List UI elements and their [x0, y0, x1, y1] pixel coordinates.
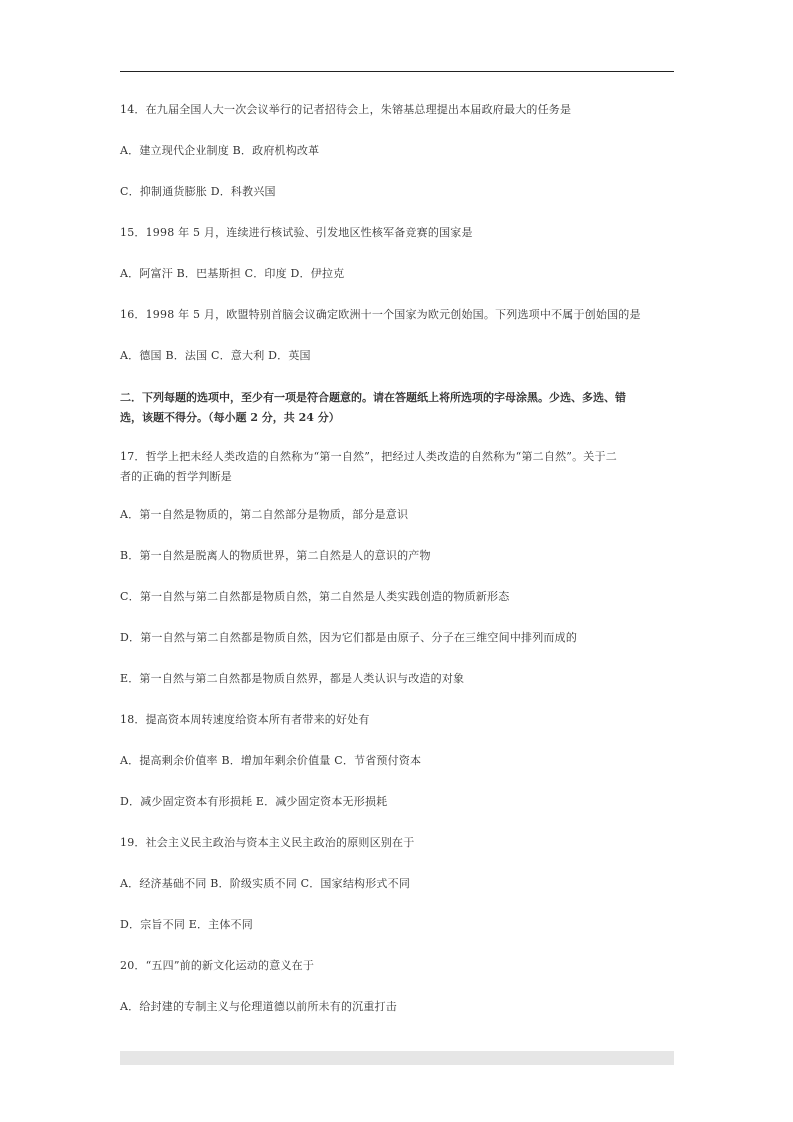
q17-option-d: D．第一自然与第二自然都是物质自然，因为它们都是由原子、分子在三维空间中排列而成的	[120, 631, 578, 644]
question-14: 14．在九届全国人大一次会议举行的记者招待会上，朱镕基总理提出本届政府最大的任务是	[120, 103, 572, 116]
q15-options: A．阿富汗 B．巴基斯担 C．印度 D．伊拉克	[120, 267, 345, 280]
question-16: 16．1998 年 5 月，欧盟特别首脑会议确定欧洲十一个国家为欧元创始国。下列选项中不属于创始国的是	[120, 308, 641, 321]
q19-options-abc: A．经济基础不同 B．阶级实质不同 C．国家结构形式不同	[120, 877, 411, 890]
q17-option-e: E．第一自然与第二自然都是物质自然界，都是人类认识与改造的对象	[120, 672, 465, 685]
q18-options-abc: A．提高剩余价值率 B．增加年剩余价值量 C．节省预付资本	[120, 754, 422, 767]
q20-option-a: A．给封建的专制主义与伦理道德以前所未有的沉重打击	[120, 1000, 397, 1013]
header-rule	[120, 71, 674, 72]
section-two-heading	[120, 388, 680, 428]
q16-options: A．德国 B．法国 C．意大利 D．英国	[120, 349, 311, 362]
question-20: 20．“五四”前的新文化运动的意义在于	[120, 959, 315, 972]
q17-option-a: A．第一自然是物质的，第二自然部分是物质，部分是意识	[120, 508, 409, 521]
q17-option-c: C．第一自然与第二自然都是物质自然，第二自然是人类实践创造的物质新形态	[120, 590, 510, 603]
q17-option-b: B．第一自然是脱离人的物质世界，第二自然是人的意识的产物	[120, 549, 431, 562]
footer-bar	[120, 1051, 674, 1065]
section-heading-line-1: 二．下列每题的选项中，至少有一项是符合题意的。请在答题纸上将所选项的字母涂黑。少选、多选、错	[120, 391, 626, 404]
question-17	[120, 447, 680, 487]
q18-options-de: D．减少固定资本有形损耗 E．减少固定资本无形损耗	[120, 795, 388, 808]
q14-options-ab: A．建立现代企业制度 B．政府机构改革	[120, 144, 320, 157]
question-19: 19．社会主义民主政治与资本主义民主政治的原则区别在于	[120, 836, 415, 849]
question-17-line-2: 者的正确的哲学判断是	[120, 470, 232, 483]
question-15: 15．1998 年 5 月，连续进行核试验、引发地区性核军备竞赛的国家是	[120, 226, 473, 239]
section-heading-line-2: 选，该题不得分。（每小题 2 分，共 24 分）	[120, 411, 340, 424]
question-17-line-1: 17．哲学上把未经人类改造的自然称为“第一自然”，把经过人类改造的自然称为“第二自然”。关于二	[120, 450, 617, 463]
document-body	[120, 101, 680, 1016]
q19-options-de: D．宗旨不同 E．主体不同	[120, 918, 253, 931]
question-18: 18．提高资本周转速度给资本所有者带来的好处有	[120, 713, 370, 726]
q14-options-cd: C．抑制通货膨胀 D．科教兴国	[120, 185, 276, 198]
